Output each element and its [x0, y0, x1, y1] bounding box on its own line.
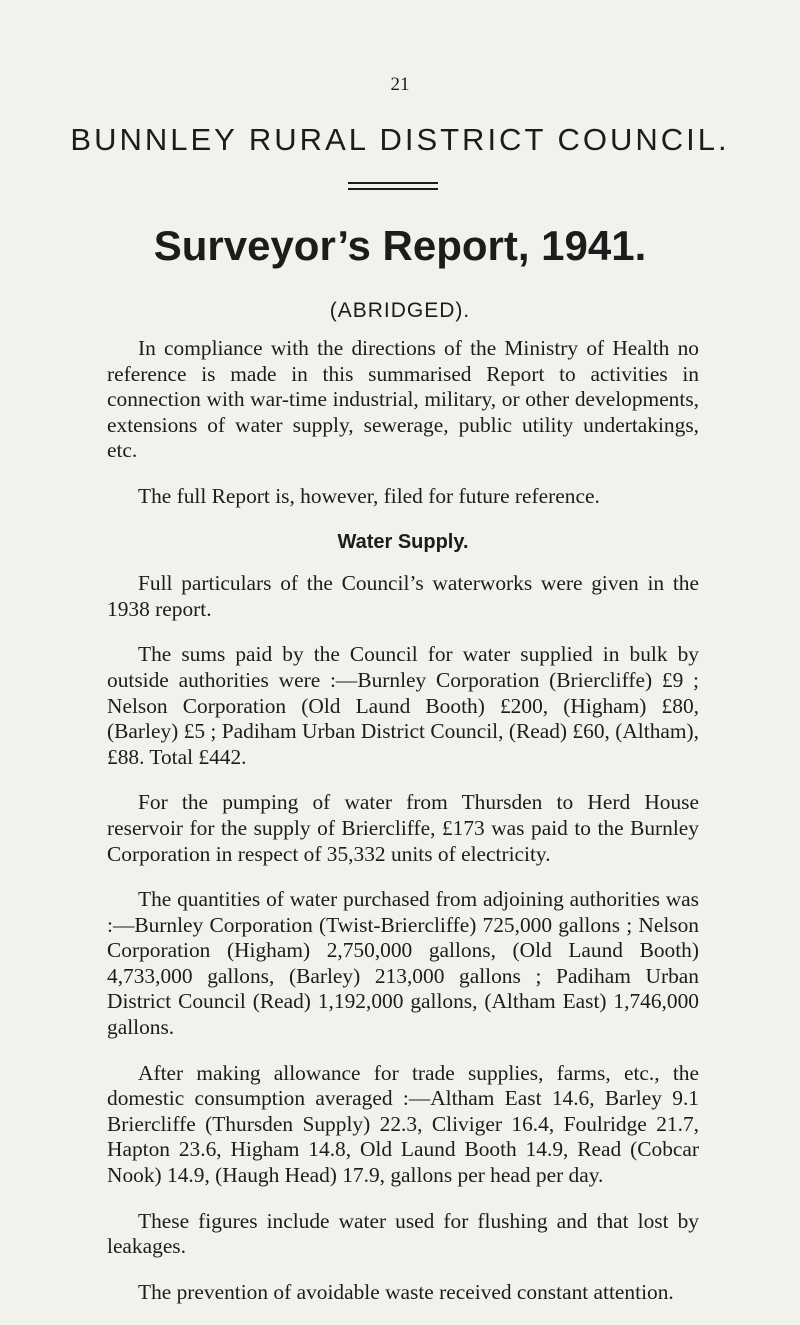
council-heading: BUNNLEY RURAL DISTRICT COUNCIL.: [70, 122, 730, 157]
water-supply-paragraph: The quantities of water purchased from adjoining authorities was :—Burnley Corporation (Twist-Briercliffe) 725,000 gallons ; Nelson Corporation (Higham) 2,750,000 gallons, (Old Laund Booth) 4,733,000 gallons, (Barley) 213,000 gallons ; Padiham Urban District Council (Read) 1,192,000 gallons, (Altham East) 1,746,000 gallons.: [107, 887, 699, 1040]
section-heading-water-supply: Water Supply.: [337, 530, 469, 553]
double-rule-top: [348, 182, 438, 184]
page-number: 21: [390, 74, 410, 95]
water-supply-paragraph: For the pumping of water from Thursden to Herd House reservoir for the supply of Briercliffe, £173 was paid to the Burnley Corporation in respect of 35,332 units of electricity.: [107, 790, 699, 866]
water-supply-paragraph: Full particulars of the Council’s waterworks were given in the 1938 report.: [107, 571, 699, 621]
report-subtitle: (ABRIDGED).: [329, 299, 471, 322]
report-body: [107, 336, 699, 1325]
water-supply-paragraph: The sums paid by the Council for water supplied in bulk by outside authorities were :—Burnley Corporation (Briercliffe) £9 ; Nelson Corporation (Old Laund Booth) £200, (Higham) £80, (Barley) £5 ; Padiham Urban District Council, (Read) £60, (Altham), £88. Total £442.: [107, 642, 699, 769]
water-supply-paragraph: After making allowance for trade supplies, farms, etc., the domestic consumption averaged :—Altham East 14.6, Barley 9.1 Briercliffe (Thursden Supply) 22.3, Cliviger 16.4, Foulridge 21.7, Hapton 23.6, Higham 14.8, Old Laund Booth 14.9, Read (Cobcar Nook) 14.9, (Haugh Head) 17.9, gallons per head per day.: [107, 1060, 699, 1188]
report-title: Surveyor’s Report, 1941.: [153, 222, 647, 269]
intro-paragraph: In compliance with the directions of the Ministry of Health no reference is made in this summarised Report to activities in connection with war-time industrial, military, or other developments, extensions of water supply, sewerage, public utility undertakings, etc.: [107, 336, 699, 463]
double-rule-bottom: [348, 188, 438, 190]
intro-paragraph: The full Report is, however, filed for future reference.: [138, 483, 600, 508]
water-supply-paragraph: The prevention of avoidable waste received constant attention.: [138, 1279, 674, 1304]
water-supply-paragraph: These figures include water used for flushing and that lost by leakages.: [107, 1208, 699, 1259]
